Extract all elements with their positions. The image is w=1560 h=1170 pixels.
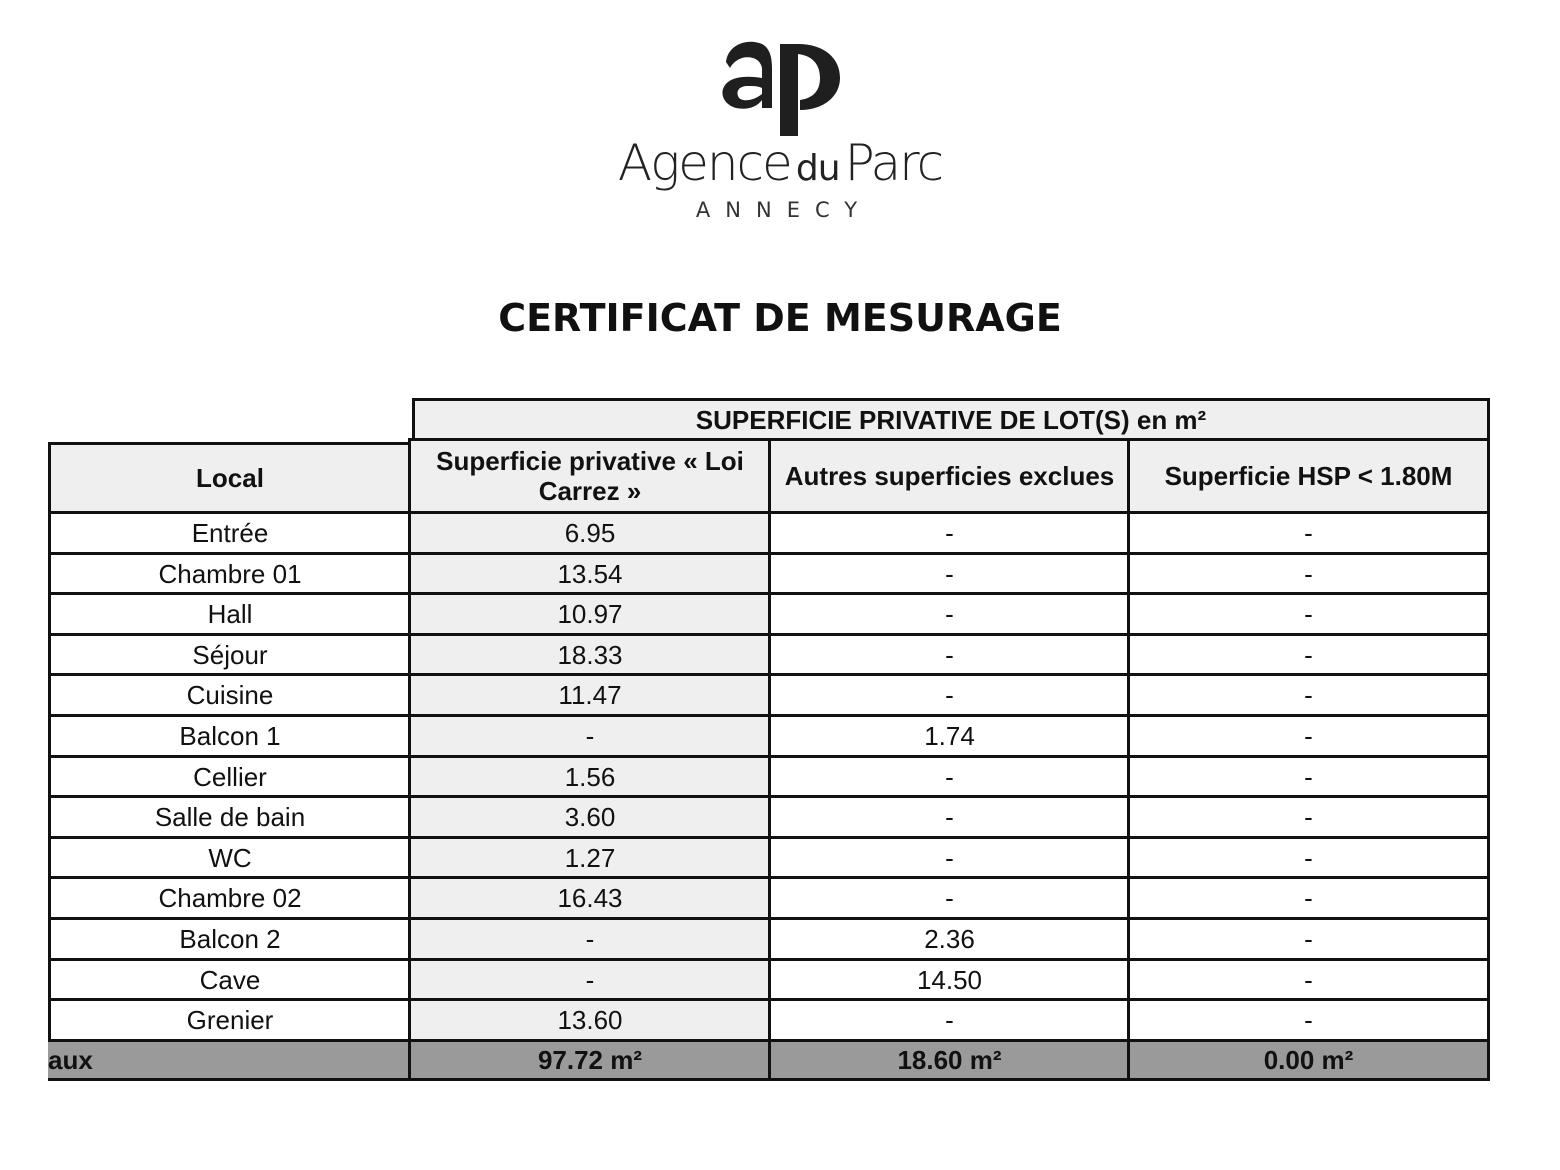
table-cell-local: Salle de bain xyxy=(48,795,412,839)
brand-word-parc: Parc xyxy=(844,134,943,192)
table-cell-local: Balcon 1 xyxy=(48,714,412,758)
table-cell-autres: - xyxy=(768,592,1131,636)
table-cell-local: Grenier xyxy=(48,998,412,1042)
table-cell-local: Cellier xyxy=(48,755,412,799)
table-cell-hsp: - xyxy=(1127,511,1490,555)
column-header-autres: Autres superficies exclues xyxy=(768,438,1131,514)
brand-word-agence: Agence xyxy=(617,134,791,192)
table-cell-loi-carrez: 1.56 xyxy=(408,755,772,799)
table-cell-hsp: - xyxy=(1127,714,1490,758)
page-title: CERTIFICAT DE MESURAGE xyxy=(498,296,1062,340)
table-cell-loi-carrez: 1.27 xyxy=(408,836,772,880)
total-autres: 18.60 m² xyxy=(768,1039,1131,1081)
table-cell-autres: - xyxy=(768,673,1131,717)
table-cell-loi-carrez: 18.33 xyxy=(408,633,772,677)
group-header: SUPERFICIE PRIVATIVE DE LOT(S) en m² xyxy=(412,398,1490,442)
table-cell-local: WC xyxy=(48,836,412,880)
table-cell-local: Balcon 2 xyxy=(48,917,412,961)
ap-monogram-icon xyxy=(718,38,842,136)
table-cell-autres: - xyxy=(768,755,1131,799)
table-cell-local: Chambre 01 xyxy=(48,552,412,596)
table-cell-local: Hall xyxy=(48,592,412,636)
brand-city: ANNECY xyxy=(695,198,873,222)
table-cell-autres: - xyxy=(768,511,1131,555)
logo xyxy=(0,38,1560,136)
table-cell-hsp: - xyxy=(1127,998,1490,1042)
column-header-local: Local xyxy=(48,442,412,514)
table-cell-loi-carrez: - xyxy=(408,958,772,1002)
table-cell-loi-carrez: 13.54 xyxy=(408,552,772,596)
table-cell-autres: 2.36 xyxy=(768,917,1131,961)
table-cell-autres: 1.74 xyxy=(768,714,1131,758)
table-cell-autres: - xyxy=(768,552,1131,596)
table-cell-loi-carrez: 16.43 xyxy=(408,876,772,920)
total-loi-carrez: 97.72 m² xyxy=(408,1039,772,1081)
total-hsp: 0.00 m² xyxy=(1127,1039,1490,1081)
table-cell-loi-carrez: 6.95 xyxy=(408,511,772,555)
table-cell-hsp: - xyxy=(1127,673,1490,717)
table-cell-loi-carrez: - xyxy=(408,714,772,758)
table-cell-autres: 14.50 xyxy=(768,958,1131,1002)
totals-label: aux xyxy=(48,1039,412,1081)
table-cell-hsp: - xyxy=(1127,592,1490,636)
table-cell-autres: - xyxy=(768,633,1131,677)
table-cell-autres: - xyxy=(768,876,1131,920)
table-cell-hsp: - xyxy=(1127,958,1490,1002)
column-header-loi-carrez: Superficie privative « Loi Carrez » xyxy=(408,438,772,514)
table-cell-loi-carrez: 11.47 xyxy=(408,673,772,717)
table-cell-autres: - xyxy=(768,998,1131,1042)
brand-word-du: du xyxy=(795,148,840,189)
table-cell-local: Séjour xyxy=(48,633,412,677)
table-cell-local: Cave xyxy=(48,958,412,1002)
column-header-hsp: Superficie HSP < 1.80M xyxy=(1127,438,1490,514)
table-cell-loi-carrez: 13.60 xyxy=(408,998,772,1042)
brand-name xyxy=(0,134,1560,192)
table-cell-hsp: - xyxy=(1127,876,1490,920)
table-cell-hsp: - xyxy=(1127,917,1490,961)
table-cell-hsp: - xyxy=(1127,836,1490,880)
table-cell-local: Cuisine xyxy=(48,673,412,717)
table-cell-local: Entrée xyxy=(48,511,412,555)
table-cell-local: Chambre 02 xyxy=(48,876,412,920)
table-cell-loi-carrez: - xyxy=(408,917,772,961)
table-cell-loi-carrez: 10.97 xyxy=(408,592,772,636)
table-cell-hsp: - xyxy=(1127,552,1490,596)
table-cell-autres: - xyxy=(768,836,1131,880)
table-cell-hsp: - xyxy=(1127,633,1490,677)
table-cell-autres: - xyxy=(768,795,1131,839)
table-cell-hsp: - xyxy=(1127,795,1490,839)
table-cell-hsp: - xyxy=(1127,755,1490,799)
table-cell-loi-carrez: 3.60 xyxy=(408,795,772,839)
